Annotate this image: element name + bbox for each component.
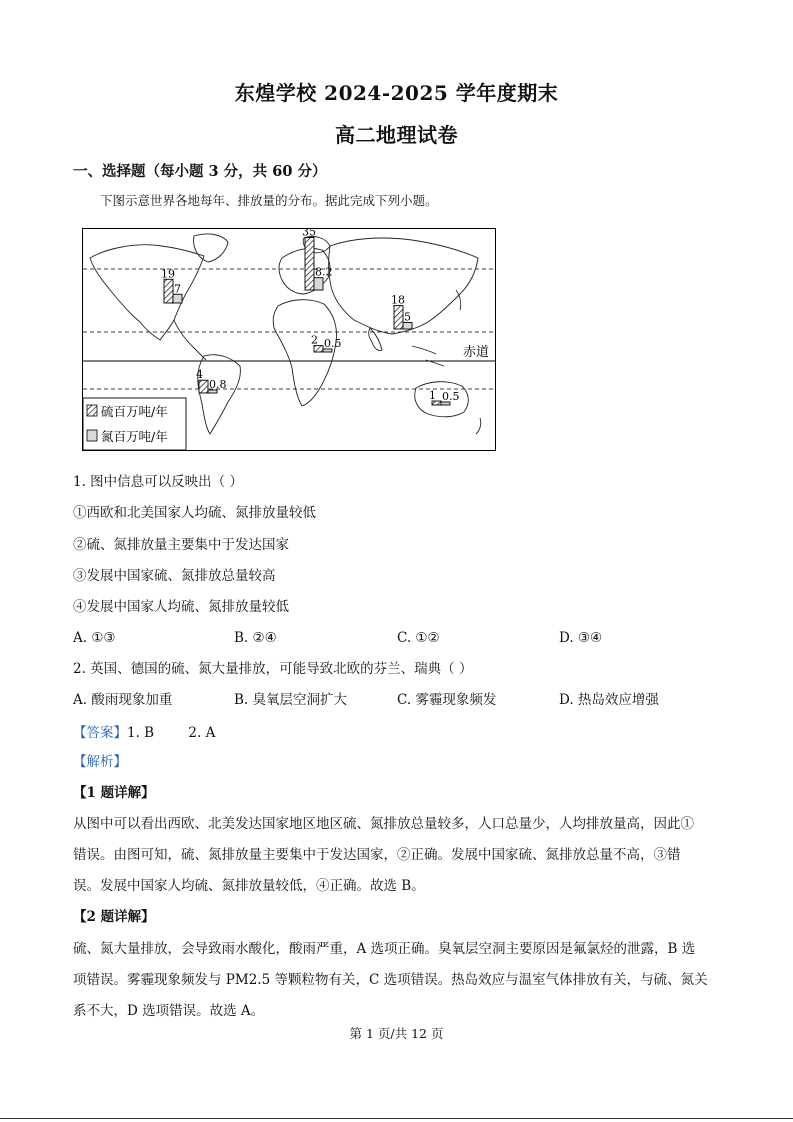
nitrogen-bar-north-america <box>173 294 182 303</box>
page-number: 第 1 页/共 12 页 <box>349 1026 444 1041</box>
page-bottom-rule <box>0 1118 793 1119</box>
answer-text: 1. B 2. A <box>127 725 216 741</box>
world-emission-map <box>82 228 496 451</box>
legend-nitrogen-swatch <box>87 430 97 441</box>
detail1-line-2: 错误。由图可知，硫、氮排放量主要集中于发达国家，②正确。发展中国家硫、氮排放总量不高，③错 <box>73 847 681 863</box>
nitrogen-value-east-asia: 5 <box>404 310 411 324</box>
q1-statement-2: ②硫、氮排放量主要集中于发达国家 <box>73 537 289 553</box>
detail2-line-2: 项错误。雾霾现象频发与 PM2.5 等颗粒物有关，C 选项错误。热岛效应与温室气体排放有关，与硫、氮关 <box>73 972 708 988</box>
sulfur-bar-east-asia <box>394 306 403 329</box>
nitrogen-value-africa: 0.5 <box>324 337 342 350</box>
nitrogen-value-south-america: 0.8 <box>209 378 227 391</box>
intro-text: 下图示意世界各地每年、排放量的分布。据此完成下列小题。 <box>100 193 438 208</box>
sulfur-value-east-asia: 18 <box>391 293 405 307</box>
sulfur-bar-south-america <box>199 380 208 393</box>
q2-option-a[interactable]: A. 酸雨现象加重 <box>73 692 173 708</box>
detail1-line-3: 误。发展中国家人均硫、氮排放量较低，④正确。故选 B。 <box>73 878 425 894</box>
legend-sulfur-swatch <box>87 405 97 416</box>
q1-option-a[interactable]: A. ①③ <box>73 630 116 646</box>
nitrogen-value-europe: 8.2 <box>315 265 333 279</box>
legend-sulfur-label: 硫百万吨/年 <box>101 404 168 419</box>
exam-subtitle: 高二地理试卷 <box>335 123 458 147</box>
q1-option-b[interactable]: B. ②④ <box>234 630 277 646</box>
q2-option-c[interactable]: C. 雾霾现象频发 <box>397 692 497 708</box>
q1-option-d[interactable]: D. ③④ <box>559 630 603 646</box>
detail2-heading: 【2 题详解】 <box>73 909 155 925</box>
q1-option-c[interactable]: C. ①② <box>397 630 440 646</box>
detail1-heading: 【1 题详解】 <box>73 785 155 801</box>
detail2-line-3: 系不大，D 选项错误。故选 A。 <box>73 1003 265 1019</box>
q1-statement-3: ③发展中国家硫、氮排放总量较高 <box>73 568 276 584</box>
q2-option-d[interactable]: D. 热岛效应增强 <box>559 692 659 708</box>
q1-stem: 1. 图中信息可以反映出（ ） <box>73 474 243 490</box>
map-legend <box>83 398 186 450</box>
sulfur-value-oceania: 1 <box>429 389 436 402</box>
legend-nitrogen-label: 氮百万吨/年 <box>101 429 168 444</box>
q2-stem: 2. 英国、德国的硫、氮大量排放，可能导致北欧的芬兰、瑞典（ ） <box>73 661 473 677</box>
exam-title: 东煌学校 2024-2025 学年度期末 <box>234 81 559 105</box>
nitrogen-bar-europe <box>314 278 323 290</box>
q1-statement-1: ①西欧和北美国家人均硫、氮排放量较低 <box>73 505 316 521</box>
sulfur-value-europe: 35 <box>302 228 316 239</box>
detail1-line-1: 从图中可以看出西欧、北美发达国家地区地区硫、氮排放总量较多，人口总量少，人均排放量高，因此① <box>73 816 694 832</box>
answer-label: 【答案】 <box>73 725 127 741</box>
sulfur-value-africa: 2 <box>311 333 318 347</box>
answer-line <box>73 724 215 742</box>
sulfur-value-north-america: 19 <box>161 267 175 281</box>
sulfur-bar-europe <box>305 238 314 291</box>
detail2-line-1: 硫、氮大量排放，会导致雨水酸化，酸雨严重，A 选项正确。臭氧层空洞主要原因是氟氯烃的泄露，B 选 <box>73 941 696 957</box>
q1-statement-4: ④发展中国家人均硫、氮排放量较低 <box>73 599 289 615</box>
nitrogen-value-oceania: 0.5 <box>442 390 460 403</box>
section-heading: 一、选择题（每小题 3 分，共 60 分） <box>73 163 327 180</box>
equator-label: 赤道 <box>463 345 490 360</box>
analysis-label: 【解析】 <box>73 754 127 770</box>
nitrogen-value-north-america: 7 <box>174 282 181 296</box>
sulfur-value-south-america: 4 <box>196 368 203 382</box>
sulfur-bar-north-america <box>164 279 173 303</box>
q2-option-b[interactable]: B. 臭氧层空洞扩大 <box>234 692 348 708</box>
